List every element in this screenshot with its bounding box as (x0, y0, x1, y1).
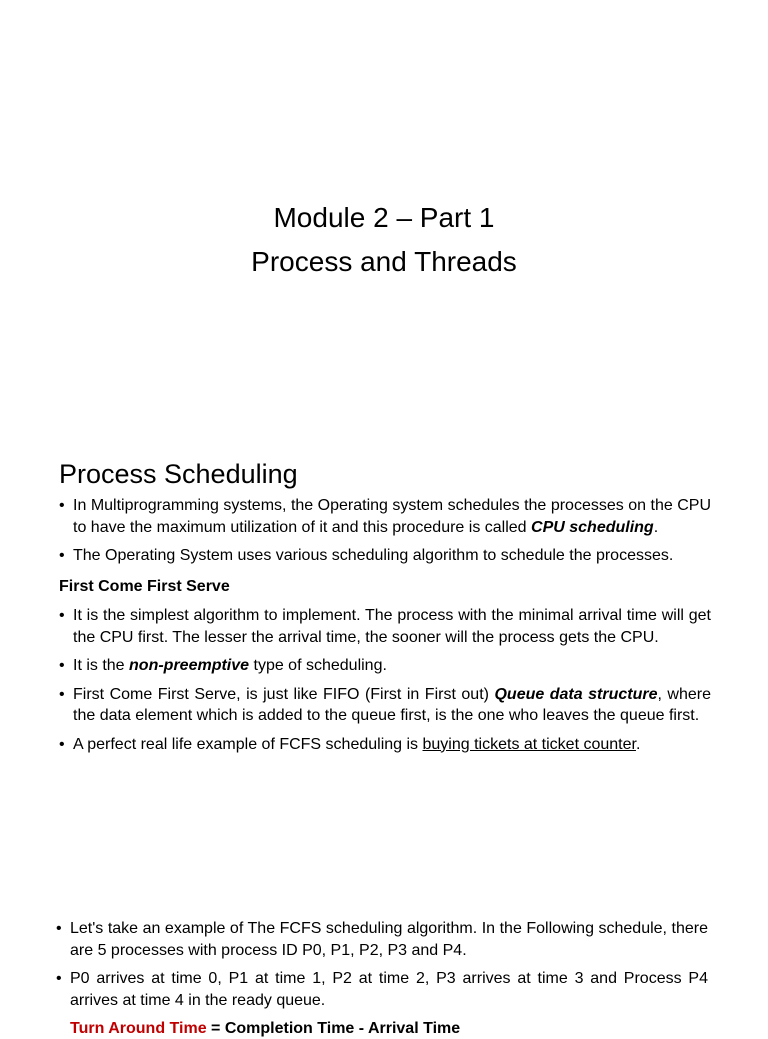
bullet-text-end: . (635, 735, 641, 753)
bullet-dot: • (56, 920, 62, 937)
formula-rest: = Completion Time - Arrival Time (206, 1020, 461, 1037)
bullet-text: In Multiprogramming systems, the Operating system schedules the processes on the CPU to have the maximum utilization of it and this procedure is called (73, 497, 711, 536)
module-title: Module 2 – Part 1 (273, 202, 495, 233)
bullet-text: P0 arrives at time 0, P1 at time 1, P2 at time 2, P3 arrives at time 3 and Process P4 arrives at time 4 in the ready queue. (70, 970, 708, 1009)
bullet-dot: • (56, 970, 62, 987)
bullet-dot: • (59, 735, 65, 753)
bullet-item (59, 495, 711, 538)
module-subtitle: Process and Threads (251, 246, 517, 277)
title-slide (0, 0, 768, 380)
bullet-dot: • (59, 685, 65, 703)
emphasis-text: Queue data structure (494, 685, 658, 703)
fcfs-example-slide (0, 905, 768, 1037)
bullet-dot: • (59, 607, 65, 624)
bullet-text: The Operating System uses various scheduling algorithm to schedule the processes. (73, 547, 674, 564)
bullet-dot: • (59, 547, 65, 564)
bullet-text: First Come First Serve, is just like FIFO (First in First out) (73, 685, 495, 703)
slide-heading: Process Scheduling (59, 459, 298, 489)
bullet-text: A perfect real life example of FCFS scheduling is (73, 735, 423, 753)
bullet-item (59, 605, 711, 648)
slide-content (59, 495, 711, 762)
bullet-text: It is the (73, 657, 130, 674)
process-scheduling-slide (0, 440, 768, 860)
bullet-text-end: . (653, 518, 659, 536)
bullet-item (56, 968, 708, 1011)
cut-off-formula (70, 1018, 460, 1039)
bullet-text: Let's take an example of The FCFS scheduling algorithm. In the Following schedule, there are 5 processes with process ID P0, P1, P2, P3 and P4. (70, 920, 708, 959)
bullet-item (59, 684, 711, 727)
bullet-item (56, 918, 708, 961)
bullet-text-end: , where the data element which is added to the queue first, is the one who leaves the queue first. (73, 685, 712, 724)
bullet-dot: • (59, 497, 65, 514)
subheading: First Come First Serve (59, 577, 230, 595)
bullet-item (59, 655, 711, 677)
underlined-example: buying tickets at ticket counter (422, 735, 636, 753)
slide-content (56, 918, 708, 1018)
emphasis-text: CPU scheduling (531, 518, 654, 536)
bullet-text-end: type of scheduling. (249, 657, 387, 674)
bullet-item (59, 545, 711, 567)
formula-term: Turn Around Time (70, 1020, 207, 1037)
emphasis-text: non-preemptive (129, 657, 250, 674)
bullet-dot: • (59, 657, 65, 674)
bullet-item (59, 734, 711, 756)
bullet-text: It is the simplest algorithm to implement. The process with the minimal arrival time will get the CPU first. The lesser the arrival time, the sooner will the process gets the CPU. (73, 607, 711, 646)
